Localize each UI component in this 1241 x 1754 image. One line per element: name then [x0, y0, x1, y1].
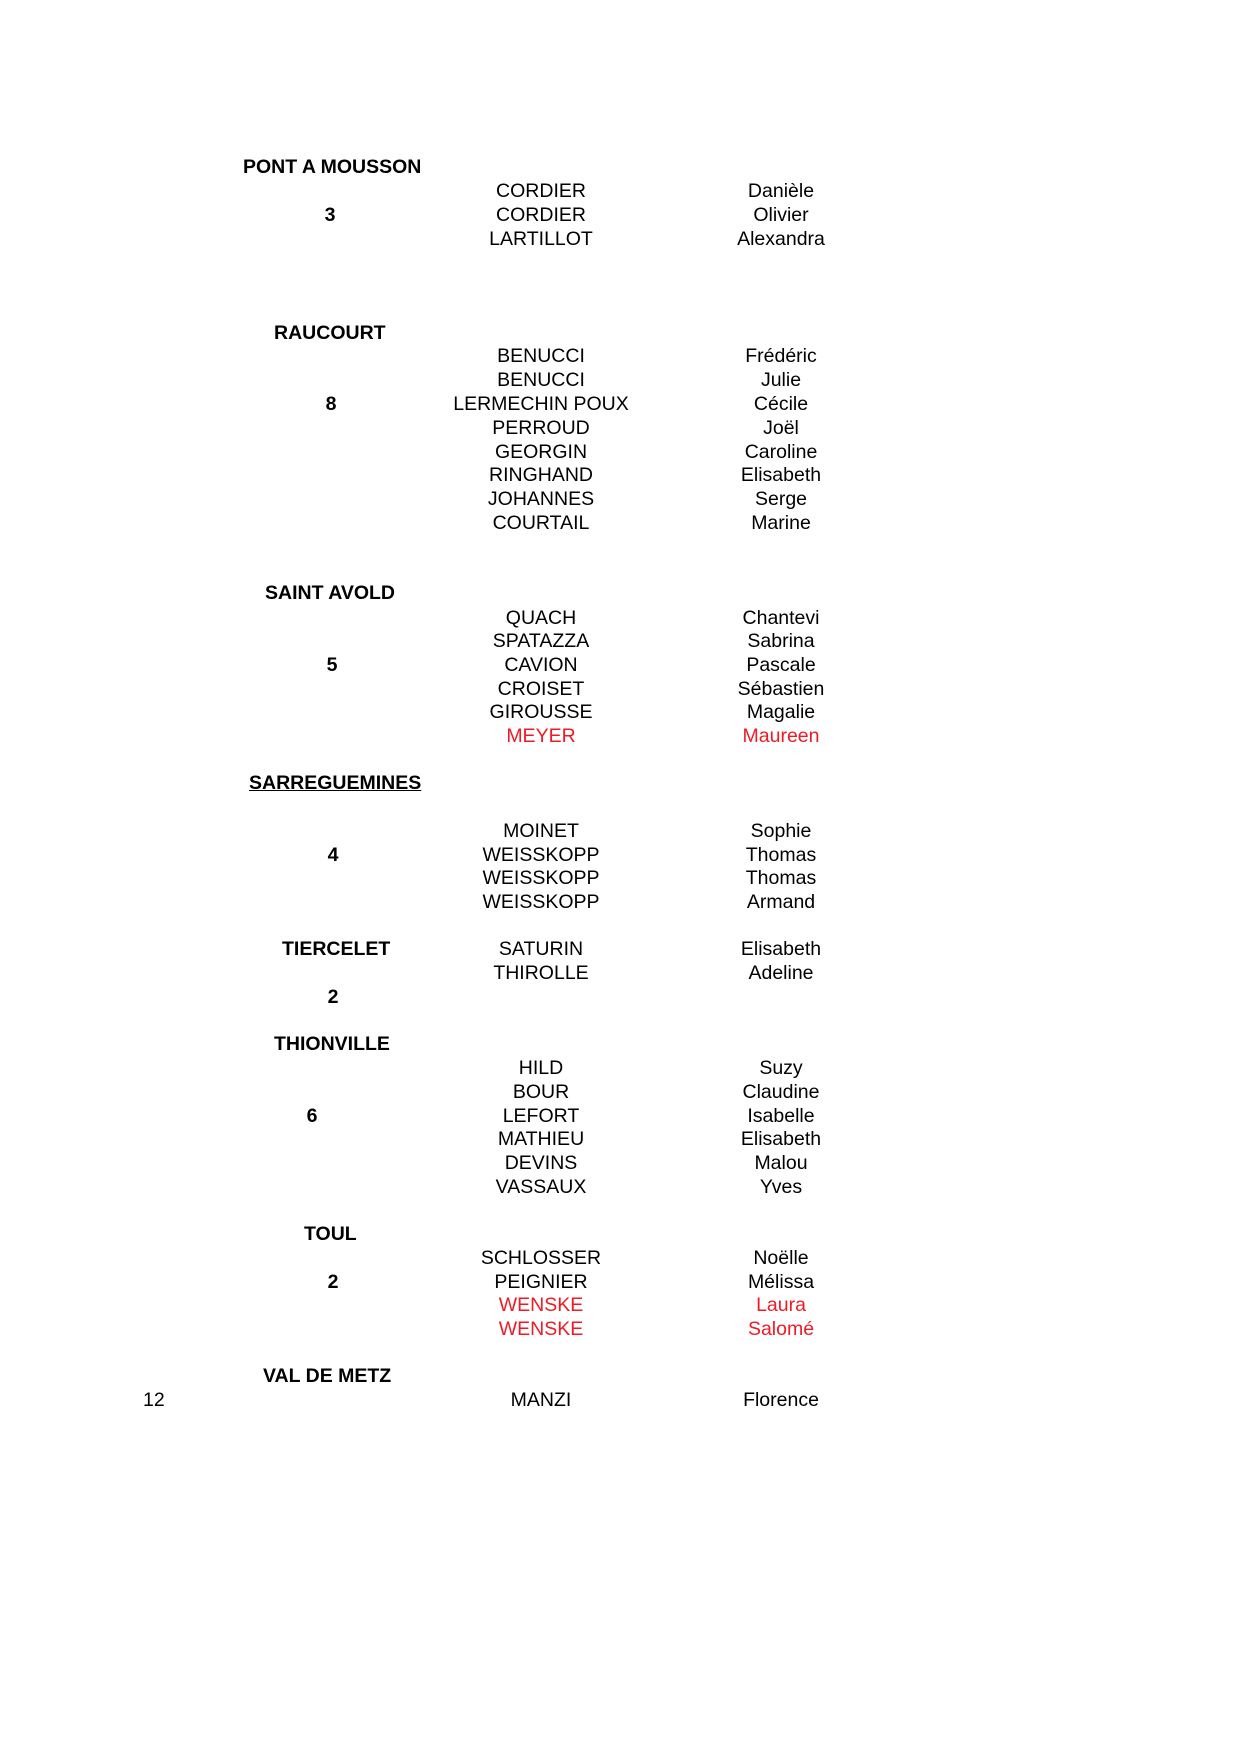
member-count: 4	[327, 844, 339, 866]
member-lastname: MATHIEU	[497, 1128, 585, 1150]
member-firstname: Elisabeth	[740, 464, 822, 486]
member-lastname: MANZI	[510, 1389, 572, 1411]
member-lastname: WEISSKOPP	[482, 867, 600, 889]
member-firstname: Joël	[763, 417, 799, 439]
member-lastname: LARTILLOT	[489, 228, 593, 250]
member-lastname: CROISET	[497, 678, 585, 700]
member-count: 5	[326, 654, 338, 676]
member-firstname: Florence	[743, 1389, 819, 1411]
member-firstname: Olivier	[753, 204, 809, 226]
club-name-heading: VAL DE METZ	[263, 1365, 392, 1387]
member-count: 2	[327, 1271, 339, 1293]
member-firstname: Magalie	[746, 701, 816, 723]
member-lastname: PERROUD	[492, 417, 590, 439]
member-lastname: SCHLOSSER	[480, 1247, 602, 1269]
member-lastname: RINGHAND	[488, 464, 593, 486]
page-number: 12	[143, 1389, 165, 1411]
member-firstname: Noëlle	[753, 1247, 809, 1269]
club-name-heading: SAINT AVOLD	[265, 582, 395, 604]
member-firstname: Malou	[754, 1152, 808, 1174]
member-lastname: SPATAZZA	[492, 630, 590, 652]
member-firstname: Alexandra	[737, 228, 825, 250]
club-name-heading: SARREGUEMINES	[249, 772, 422, 794]
member-firstname: Thomas	[745, 867, 817, 889]
member-lastname: MOINET	[503, 820, 579, 842]
member-firstname: Isabelle	[747, 1105, 815, 1127]
member-firstname: Claudine	[742, 1081, 820, 1103]
member-firstname: Elisabeth	[740, 1128, 822, 1150]
member-lastname: MEYER	[506, 725, 576, 747]
member-firstname: Danièle	[747, 180, 815, 202]
member-lastname: CORDIER	[496, 180, 586, 202]
member-firstname: Yves	[759, 1176, 803, 1198]
member-count: 3	[324, 204, 336, 226]
member-firstname: Sébastien	[737, 678, 825, 700]
member-firstname: Laura	[756, 1294, 806, 1316]
club-name-heading: TOUL	[304, 1223, 357, 1245]
member-firstname: Maureen	[742, 725, 820, 747]
member-firstname: Cécile	[753, 393, 809, 415]
member-lastname: SATURIN	[498, 938, 584, 960]
member-lastname: VASSAUX	[495, 1176, 587, 1198]
member-firstname: Thomas	[745, 844, 817, 866]
member-firstname: Mélissa	[747, 1271, 815, 1293]
member-lastname: WENSKE	[498, 1318, 584, 1340]
member-firstname: Sabrina	[747, 630, 815, 652]
member-lastname: BOUR	[512, 1081, 570, 1103]
member-firstname: Frédéric	[745, 345, 817, 367]
member-lastname: JOHANNES	[487, 488, 595, 510]
member-lastname: CAVION	[504, 654, 578, 676]
member-count: 2	[327, 986, 339, 1008]
member-firstname: Suzy	[759, 1057, 803, 1079]
member-lastname: GIROUSSE	[489, 701, 593, 723]
member-firstname: Sophie	[750, 820, 812, 842]
club-name-heading: RAUCOURT	[274, 322, 386, 344]
member-firstname: Caroline	[744, 441, 818, 463]
member-firstname: Pascale	[746, 654, 816, 676]
member-firstname: Armand	[746, 891, 816, 913]
club-name-heading: THIONVILLE	[274, 1033, 390, 1055]
member-lastname: BENUCCI	[497, 345, 585, 367]
member-firstname: Marine	[751, 512, 811, 534]
member-lastname: BENUCCI	[497, 369, 585, 391]
club-name-heading: TIERCELET	[282, 938, 391, 960]
member-firstname: Serge	[754, 488, 808, 510]
member-lastname: QUACH	[505, 607, 577, 629]
member-count: 8	[325, 393, 337, 415]
club-name-heading: PONT A MOUSSON	[243, 156, 422, 178]
member-lastname: THIROLLE	[493, 962, 589, 984]
member-lastname: GEORGIN	[494, 441, 588, 463]
member-firstname: Elisabeth	[740, 938, 822, 960]
member-count: 6	[306, 1105, 318, 1127]
member-lastname: LEFORT	[502, 1105, 580, 1127]
member-lastname: DEVINS	[504, 1152, 578, 1174]
member-firstname: Julie	[760, 369, 802, 391]
member-lastname: PEIGNIER	[494, 1271, 588, 1293]
member-lastname: LERMECHIN POUX	[453, 393, 629, 415]
member-lastname: WEISSKOPP	[482, 891, 600, 913]
member-firstname: Adeline	[748, 962, 814, 984]
member-lastname: WENSKE	[498, 1294, 584, 1316]
member-lastname: WEISSKOPP	[482, 844, 600, 866]
member-lastname: COURTAIL	[492, 512, 590, 534]
member-lastname: CORDIER	[496, 204, 586, 226]
member-firstname: Salomé	[747, 1318, 815, 1340]
member-lastname: HILD	[518, 1057, 564, 1079]
member-firstname: Chantevi	[742, 607, 820, 629]
